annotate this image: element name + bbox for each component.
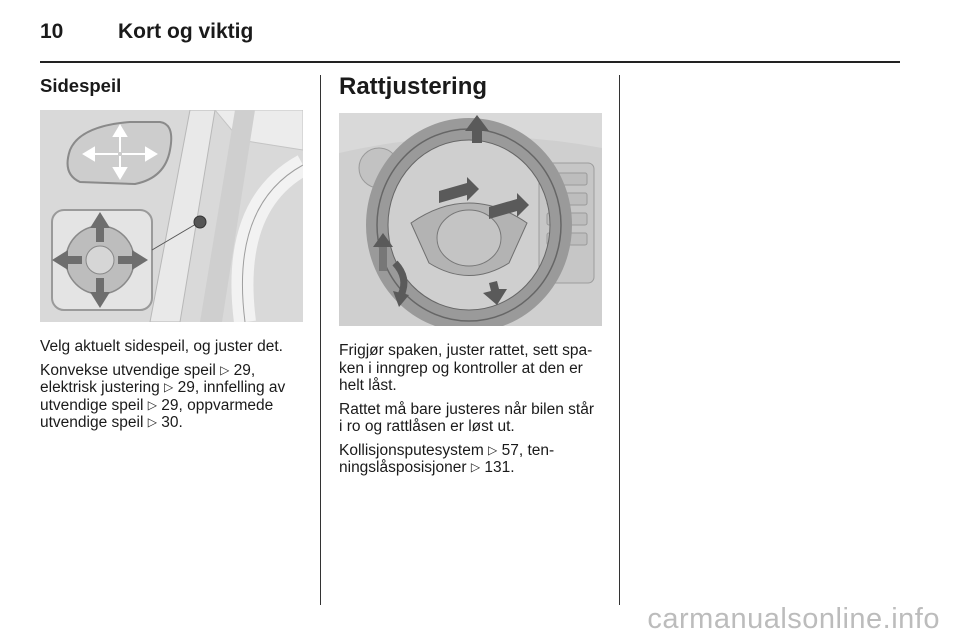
column-divider (619, 75, 620, 605)
header-divider (40, 61, 900, 63)
page-ref-icon: ▷ (164, 380, 174, 394)
mirror-references: Konvekse utvendige speil ▷ 29, elektrisk justering ▷ 29, innfelling av utvendige speil ▷ 29, oppvarmede utvendige speil ▷ 30. (40, 361, 286, 431)
wheel-instruction: Frigjør spaken, juster rattet, sett spa- ken i inngrep og kontroller at den er helt låst. (339, 342, 593, 394)
page-ref-icon: ▷ (488, 442, 498, 457)
column-divider (320, 75, 321, 605)
page-ref-link[interactable]: 57, ten- (501, 441, 555, 459)
page-ref-icon: ▷ (147, 415, 157, 429)
page-ref-link[interactable]: 29, (233, 361, 256, 379)
page-ref-link[interactable]: 131. (484, 459, 515, 476)
watermark: carmanualsonline.info (647, 603, 940, 635)
section-heading-rattjustering: Rattjustering (339, 73, 488, 100)
page-ref-icon: ▷ (147, 397, 157, 412)
page-ref-link[interactable]: 29, innfelling av (177, 379, 286, 396)
wheel-warning: Rattet må bare justeres når bilen står i ro og rattlåsen er løst ut. (339, 400, 595, 435)
mirror-instruction: Velg aktuelt sidespeil, og juster det. (40, 338, 283, 355)
page-ref-link[interactable]: 30. (161, 414, 183, 431)
page-ref-icon: ▷ (470, 460, 481, 474)
section-heading-sidespeil: Sidespeil (40, 75, 122, 96)
page-number: 10 (40, 20, 64, 43)
page-ref-icon: ▷ (220, 362, 230, 377)
chapter-title: Kort og viktig (118, 20, 254, 43)
section-sidespeil (40, 75, 306, 432)
wheel-references: Kollisjonsputesystem ▷ 57, ten- ningslåsposisjoner ▷ 131. (339, 441, 555, 476)
side-mirror-adjust-illustration (40, 110, 303, 322)
steering-wheel-adjust-illustration (339, 113, 602, 326)
page-ref-link[interactable]: 29, oppvarmede (161, 396, 274, 414)
section-rattjustering (339, 75, 603, 477)
